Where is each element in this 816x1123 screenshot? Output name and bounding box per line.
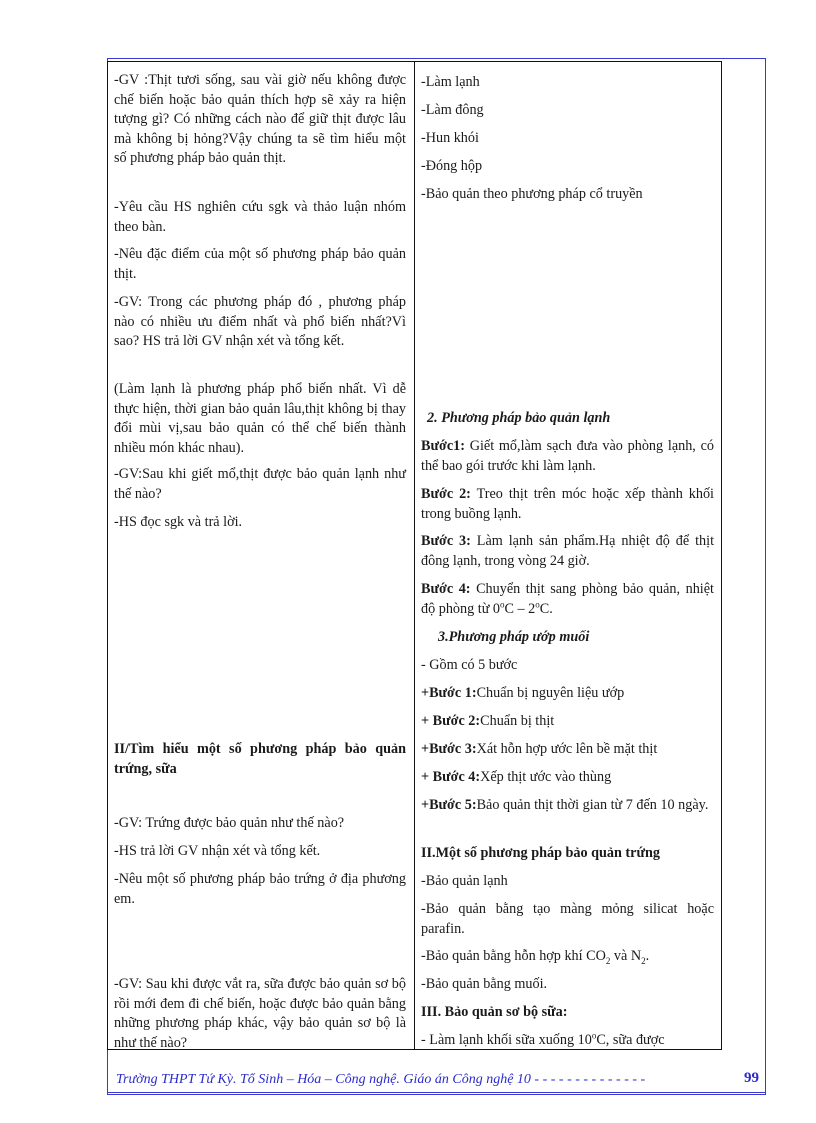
- cold-step-4-text-b: C – 2: [504, 600, 536, 617]
- meat-method-4: -Đóng hộp: [421, 158, 483, 174]
- salting-step-3: [421, 740, 714, 760]
- left-p9: -HS trả lời GV nhận xét và tổng kết.: [114, 843, 321, 859]
- cold-step-4: [421, 580, 714, 619]
- meat-method-2: -Làm đông: [421, 102, 484, 118]
- salting-step-1-label: +Bước 1:: [421, 685, 477, 701]
- heading-salting: 3.Phương pháp ướp muối: [438, 629, 590, 645]
- cold-step-4-text-a: Chuyển thịt sang phòng bảo quản, nhiệt độ phòng từ 0: [421, 581, 714, 617]
- page-number: 99: [744, 1070, 759, 1086]
- left-heading-eggs-milk: II/Tìm hiểu một số phương pháp bảo quản trứng, sữa: [114, 741, 406, 777]
- salting-step-3-text: Xát hỗn hợp ước lên bề mặt thịt: [476, 741, 658, 757]
- milk-method-1: [421, 1031, 714, 1051]
- cold-step-2: [421, 485, 714, 524]
- left-p2: -Yêu cầu HS nghiên cứu sgk và thảo luận nhóm theo bàn.: [114, 199, 406, 235]
- heading-cold-storage: 2. Phương pháp bảo quản lạnh: [427, 410, 611, 426]
- meat-method-1: -Làm lạnh: [421, 74, 480, 90]
- egg-method-3-text-c: .: [645, 948, 650, 964]
- egg-method-3-text-a: -Bảo quản bằng hỗn hợp khí CO: [421, 948, 606, 964]
- cold-step-1-label: Bước1:: [421, 438, 465, 454]
- left-p1: -GV :Thịt tươi sống, sau vài giờ nếu không được chế biến hoặc bảo quản thích hợp sẽ xảy ra hiện tượng gì? Có những cách nào để giữ thịt được lâu mà không bị hỏng?Vậy chúng ta sẽ tìm hiểu một số phương pháp bảo quản thịt.: [114, 72, 406, 166]
- column-divider: [414, 62, 415, 1049]
- salting-step-5: [421, 796, 714, 816]
- salting-intro: - Gồm có 5 bước: [421, 657, 518, 673]
- cold-step-1: [421, 437, 714, 476]
- heading-egg-preservation: II.Một số phương pháp bảo quản trứng: [421, 845, 660, 861]
- salting-step-2-text: Chuẩn bị thịt: [480, 713, 555, 729]
- degree-sup-3: o: [591, 1030, 597, 1041]
- degree-sup-2: o: [535, 598, 540, 609]
- cold-step-3: [421, 532, 714, 571]
- degree-sup-1: o: [500, 598, 505, 609]
- milk-method-1-text-a: - Làm lạnh khối sữa xuống 10: [421, 1032, 592, 1048]
- salting-step-4: [421, 768, 714, 788]
- left-p4: -GV: Trong các phương pháp đó , phương pháp nào có nhiều ưu điểm nhất và phổ biến nhất?Vì sao? HS trả lời GV nhận xét và tổng kết.: [114, 294, 406, 349]
- salting-step-3-label: +Bước 3:: [421, 741, 477, 757]
- co2-sub: 2: [605, 955, 611, 966]
- heading-milk-preservation: III. Bảo quản sơ bộ sữa:: [421, 1004, 568, 1020]
- meat-method-5: -Bảo quản theo phương pháp cổ truyền: [421, 186, 643, 202]
- footer-rule: [107, 1092, 766, 1093]
- salting-step-1: [421, 684, 714, 704]
- milk-method-1-text-b: C, sữa được: [596, 1032, 665, 1048]
- salting-step-2: [421, 712, 714, 732]
- cold-step-2-label: Bước 2:: [421, 486, 471, 502]
- egg-method-1: -Bảo quản lạnh: [421, 873, 508, 889]
- egg-method-3-text-b: và N: [610, 948, 642, 964]
- salting-step-4-text: Xếp thịt ước vào thùng: [480, 769, 612, 785]
- meat-method-3: -Hun khói: [421, 130, 479, 146]
- salting-step-5-label: +Bước 5:: [421, 797, 477, 813]
- egg-method-2: -Bảo quản bằng tạo màng mỏng silicat hoặc parafin.: [421, 901, 714, 937]
- salting-step-5-text: Bảo quản thịt thời gian từ 7 đến 10 ngày.: [476, 797, 709, 813]
- salting-step-4-label: + Bước 4:: [421, 769, 481, 785]
- cold-step-4-label: Bước 4:: [421, 581, 471, 597]
- left-p11: -GV: Sau khi được vắt ra, sữa được bảo quản sơ bộ rồi mới đem đi chế biến, hoặc được bảo quản bằng những phương pháp khác, vậy bảo quản sơ bộ là như thế nào?: [114, 976, 406, 1051]
- cold-step-3-text: Làm lạnh sản phẩm.Hạ nhiệt độ để thịt đông lạnh, trong vòng 24 giờ.: [421, 533, 715, 569]
- cold-step-2-text: Treo thịt trên móc hoặc xếp thành khối trong buồng lạnh.: [421, 486, 714, 522]
- cold-step-4-text-c: C.: [539, 600, 553, 617]
- n2-sub: 2: [641, 955, 646, 966]
- left-p7: -HS đọc sgk và trả lời.: [114, 514, 243, 530]
- egg-method-4: -Bảo quản bằng muối.: [421, 976, 548, 992]
- cold-step-3-label: Bước 3:: [421, 533, 471, 549]
- footer-text: Trường THPT Tứ Kỳ. Tổ Sinh – Hóa – Công nghệ. Giáo án Công nghệ 10 - - - - - - - - - - - - - -: [116, 1072, 646, 1087]
- cold-step-1-text: Giết mổ,làm sạch đưa vào phòng lạnh, có thể bao gói trước khi làm lạnh.: [421, 438, 714, 474]
- salting-step-1-text: Chuẩn bị nguyên liệu ướp: [476, 685, 625, 701]
- salting-step-2-label: + Bước 2:: [421, 713, 481, 729]
- left-p6: -GV:Sau khi giết mổ,thịt được bảo quản lạnh như thế nào?: [114, 466, 406, 502]
- left-p8: -GV: Trứng được bảo quản như thế nào?: [114, 815, 345, 831]
- egg-method-3: [421, 947, 714, 967]
- left-p5: (Làm lạnh là phương pháp phổ biến nhất. Vì dễ thực hiện, thời gian bảo quản lâu,thịt không bị thay đổi mùi vị,sau bảo quản có thể chế biến thành nhiều món khác nhau).: [114, 381, 406, 456]
- lesson-table: [107, 61, 722, 1050]
- left-p10: -Nêu một số phương pháp bảo trứng ở địa phương em.: [114, 871, 406, 907]
- left-p3: -Nêu đặc điểm của một số phương pháp bảo quản thịt.: [114, 246, 406, 282]
